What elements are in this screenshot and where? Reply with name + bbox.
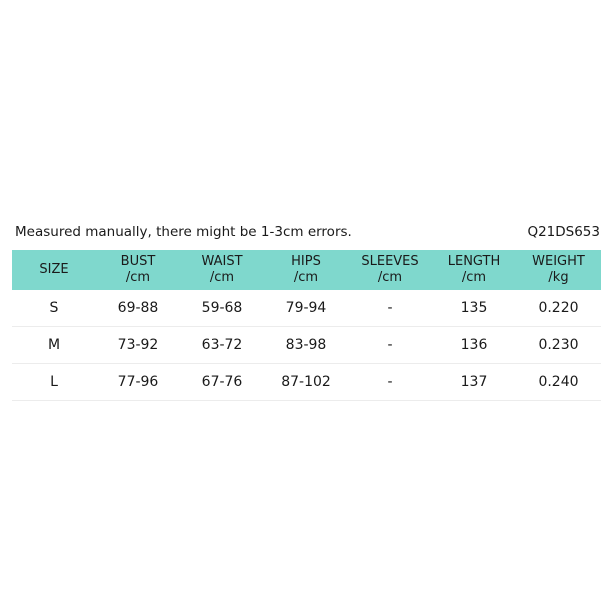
cell-size: S [12,290,96,327]
cell-hips: 83-98 [264,327,348,364]
header-label: SLEEVES [361,254,419,269]
table-row [12,364,601,401]
cell-size: M [12,327,96,364]
cell-waist: 59-68 [180,290,264,327]
cell-size: L [12,364,96,401]
header-unit: /kg [548,270,569,285]
header-unit: /cm [125,270,151,285]
cell-sleeves: - [348,364,432,401]
header-unit: /cm [377,270,403,285]
header-label: WEIGHT [532,254,585,269]
cell-bust: 77-96 [96,364,180,401]
header-unit: /cm [209,270,235,285]
cell-weight: 0.220 [516,290,601,327]
header-bust [96,250,180,290]
header-label: HIPS [291,254,321,269]
cell-waist: 63-72 [180,327,264,364]
header-unit: /cm [293,270,319,285]
header-label: BUST [120,254,156,269]
table-row [12,290,601,327]
cell-hips: 79-94 [264,290,348,327]
cell-weight: 0.230 [516,327,601,364]
size-chart-table [12,250,601,401]
header-sleeves [348,250,432,290]
cell-sleeves: - [348,327,432,364]
header-label: SIZE [39,262,69,277]
cell-length: 137 [432,364,516,401]
measurement-note: Measured manually, there might be 1-3cm errors. [15,224,352,240]
product-code: Q21DS653 [527,224,600,240]
header-length [432,250,516,290]
table-header-row [12,250,601,290]
header-waist [180,250,264,290]
table-row [12,327,601,364]
cell-sleeves: - [348,290,432,327]
header-size [12,250,96,290]
cell-bust: 69-88 [96,290,180,327]
header-unit: /cm [461,270,487,285]
header-label: LENGTH [447,254,501,269]
header-label: WAIST [201,254,243,269]
header-weight [516,250,601,290]
cell-length: 136 [432,327,516,364]
cell-weight: 0.240 [516,364,601,401]
header-hips [264,250,348,290]
note-row [0,222,612,242]
cell-length: 135 [432,290,516,327]
cell-bust: 73-92 [96,327,180,364]
cell-hips: 87-102 [264,364,348,401]
cell-waist: 67-76 [180,364,264,401]
